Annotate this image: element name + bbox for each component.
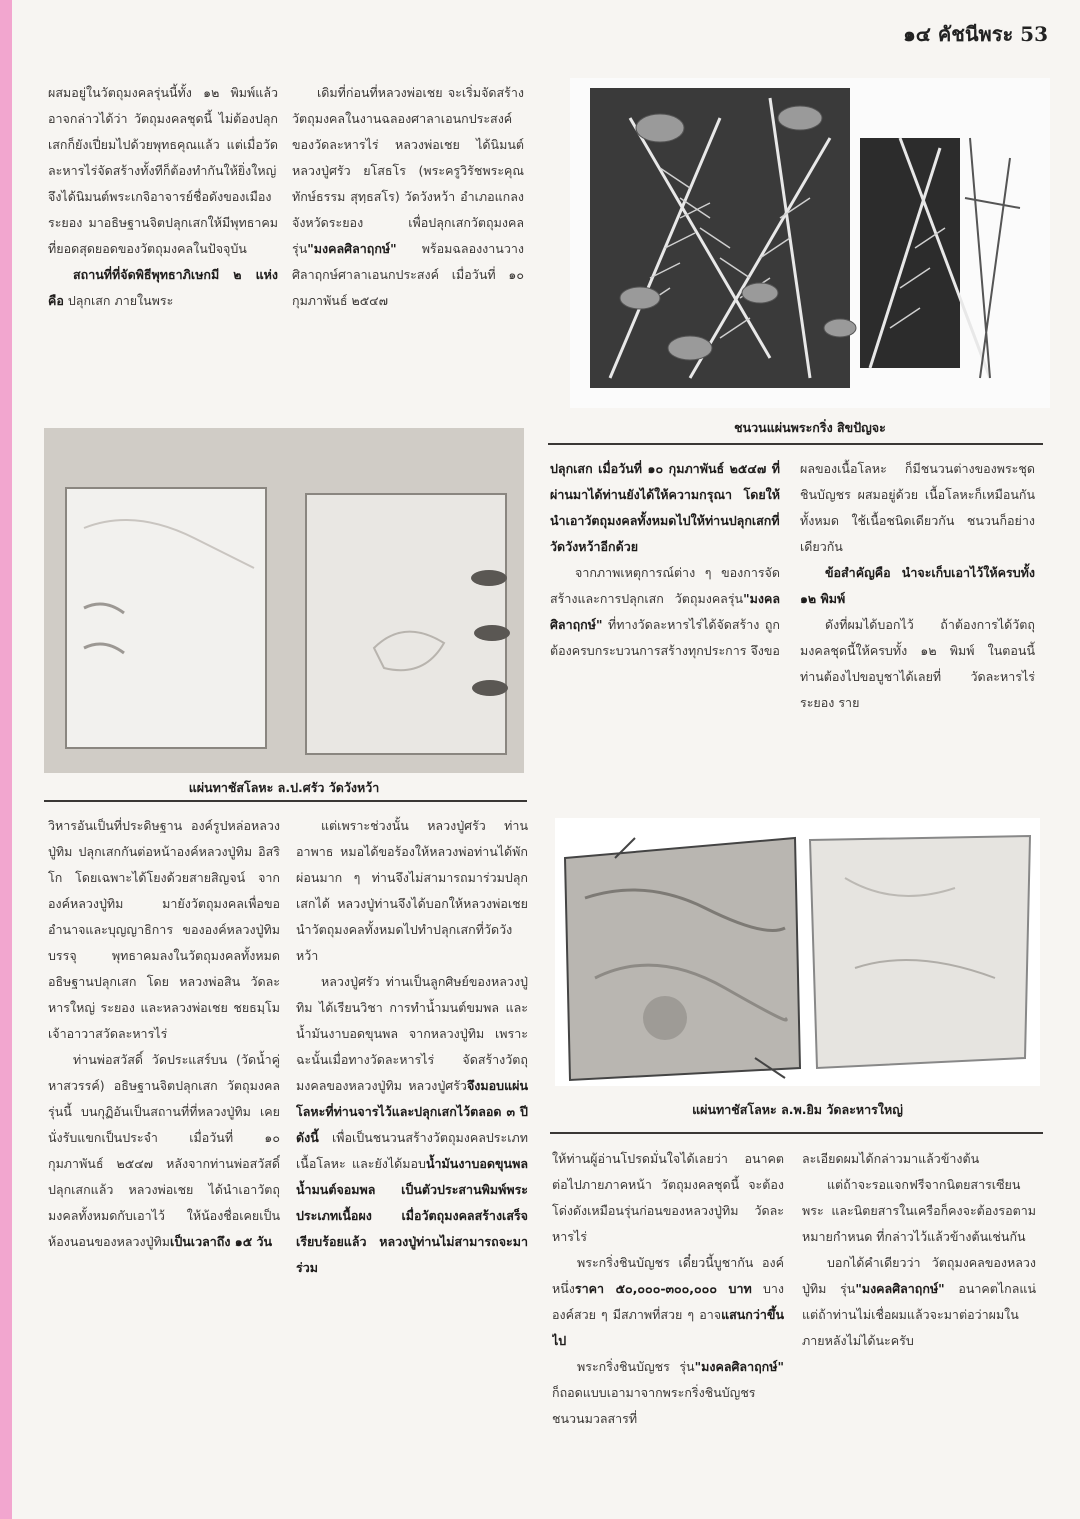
text: ท่านพ่อสวัสดิ์ วัดประแสร์บน (วัดน้ำคู่หาสวรรค์) อธิษฐานจิตปลุกเสก วัตถุมงคลรุ่นนี้ บนกุฏิอันเป็นสถานที่ที่หลวงปู่ทิม เคยนั่งรับแขกเป็นประจำ เมื่อวันที่ ๑๐ กุมภาพันธ์ ๒๕๔๗ หลังจากท่านพ่อสวัสดิ์ ปลุกเสกแล้ว หลวงพ่อเชย ได้นำเอาวัตถุมงคลทั้งหมดกับเอาไว้ ให้น้องชื่อเคยเป็นห้องนอนของหลวงปู่ทิม (48, 1052, 280, 1249)
amulet-ingredient-photo (570, 78, 1050, 408)
metal-plates-image (44, 428, 524, 773)
text: ที่ทางวัดละหารไร่ได้จัดสร้าง ถูกต้องครบกระบวนการสร้างทุกประการ จึงขอ (550, 617, 780, 658)
paragraph (296, 969, 528, 1281)
paragraph (550, 456, 780, 560)
bold-text: ราคา ๕๐,๐๐๐-๓๐๐,๐๐๐ บาท (574, 1281, 752, 1296)
text: หลวงปู่ศรัว ท่านเป็นลูกศิษย์ของหลวงปู่ทิม ได้เรียนวิชา การทำน้ำมนต์ขมพล และน้ำมันงาบอดขุนพล จากหลวงปู่ทิม เพราะฉะนั้นเมื่อทางวัดละหารไร่ จัดสร้างวัตถุมงคลของหลวงปู่ทิม หลวงปู่ศรัว (296, 974, 528, 1093)
bold-text: ปลุกเสก เมื่อวันที่ ๑๐ กุมภาพันธ์ ๒๕๔๗ ที่ผ่านมาได้ท่านยังได้ให้ความกรุณา โดยให้นำเอาวัตถุมงคลทั้งหมดไปให้ท่านปลุกเสกที่วัดวังหว้าอีกด้วย (550, 461, 780, 554)
paragraph: ผสมอยู่ในวัตถุมงคลรุ่นนี้ทั้ง ๑๒ พิมพ์แล้วอาจกล่าวได้ว่า วัตถุมงคลชุดนี้ ไม่ต้องปลุกเสกก็ยังเปี่ยมไปด้วยพุทธคุณแล้ว แต่เมื่อวัดละหารไร่จัดสร้างทั้งทีก็ต้องทำกันให้ยิ่งใหญ่ จึงได้นิมนต์พระเกจิอาจารย์ชื่อดังของเมืองระยอง มาอธิษฐานจิตปลุกเสกให้มีพุทธาคม ที่ยอดสุดยอดของวัตถุมงคลในปัจจุบัน (48, 85, 278, 256)
text: บางองค์สวย ๆ มีสภาพที่สวย ๆ อาจ (552, 1281, 784, 1322)
text: พระกริ่งชินบัญชร เดี๋ยวนี้บูชากัน องค์หนึ่ง (552, 1255, 784, 1296)
photo-caption: แผ่นทาชัสโลหะ ล.ป.ศรัว วัดวังหว้า (188, 780, 380, 795)
bold-text: แสนกว่าขึ้นไป (552, 1307, 784, 1348)
paragraph: ดังที่ผมได้บอกไว้ ถ้าต้องการได้วัตถุมงคลชุดนี้ให้ครบทั้ง ๑๒ พิมพ์ ในตอนนี้ ท่านต้องไปขอบูชาได้เลยที่ วัดละหารไร่ ระยอง ราย (800, 617, 1035, 710)
bold-text: สถานที่ที่จัดพิธีพุทธาภิเษกมี ๒ แห่ง คือ (48, 267, 278, 308)
paragraph: ผลของเนื้อโลหะ ก็มีชนวนต่างของพระชุดชินบัญชร ผสมอยู่ด้วย เนื้อโลหะก็เหมือนกันทั้งหมด ใช้เนื้อชนิดเดียวกัน ชนวนก็อย่างเดียวกัน (800, 461, 1035, 554)
text: เพื่อเป็นชนวนสร้างวัตถุมงคลประเภทเนื้อโลหะ และยังได้มอบ (296, 1130, 528, 1171)
page-header: ๑๔ คัชนีพระ 53 (903, 22, 1048, 46)
article-column-2-top (292, 80, 524, 420)
photo-caption: แผ่นทาชัสโลหะ ล.พ.ยิม วัดละหารใหญ่ (692, 1102, 903, 1117)
article-column-3-bottom (552, 1146, 784, 1506)
bold-text: น้ำมันงาบอดขุนพล น้ำมนต์จอมพล เป็นตัวประสานพิมพ์พระประเภทเนื้อผง เมื่อวัตถุมงคลสร้างเสร็จเรียบร้อยแล้ว หลวงปู่ท่านไม่สามารถจะมาร่วม (296, 1156, 528, 1275)
bold-text: จึงมอบแผ่นโลหะที่ท่านจารไว้และปลุกเสกไว้ตลอด ๓ ปีดังนี้ (296, 1078, 528, 1145)
text: พร้อมฉลองงานวางศิลาฤกษ์ศาลาเอนกประสงค์ เมื่อวันที่ ๑๐ กุมภาพันธ์ ๒๕๔๗ (292, 241, 524, 308)
article-column-3-mid (550, 456, 780, 776)
text: บอกได้คำเดียวว่า วัตถุมงคลของหลวงปู่ทิม รุ่น (802, 1255, 1036, 1296)
article-column-1-bottom (48, 813, 280, 1503)
paragraph (292, 80, 524, 314)
page-edge-stripe (0, 0, 12, 1519)
text: พระกริ่งชินบัญชร รุ่น (577, 1359, 695, 1374)
caption-rule (44, 800, 527, 802)
paragraph: แต่ถ้าจะรอแจกฟรีจากนิตยสารเซียนพระ และนิตยสารในเครือก็คงจะต้องรอตามหมายกำหนด ที่กล่าวไว้แล้วข้างต้นเช่นกัน (802, 1177, 1036, 1244)
bold-text: "มงคลศิลาฤกษ์" (550, 591, 780, 632)
paragraph (48, 1047, 280, 1255)
bold-text: เป็นเวลาถึง ๑๕ วัน (170, 1234, 273, 1249)
bold-text: "มงคลศิลาฤกษ์" (307, 241, 397, 256)
text: ปลุกเสก ภายในพระ (63, 293, 174, 308)
paragraph: ละเอียดผมได้กล่าวมาแล้วข้างต้น (802, 1151, 980, 1166)
paragraph (802, 1250, 1036, 1354)
article-column-4-bottom (802, 1146, 1036, 1506)
paragraph (552, 1250, 784, 1354)
text: เดิมที่ก่อนที่หลวงพ่อเชย จะเริ่มจัดสร้างวัตถุมงคลในงานฉลองศาลาเอนกประสงค์ ของวัดละหารไร่ หลวงพ่อเชย ได้นิมนต์หลวงปู่ศรัว ยโสธโร (พระครูวิรัชพระคุณทักษ์ธรรม สุทฺธสโร) วัดวังหว้า อำเภอแกลง จังหวัดระยอง เพื่อปลุกเสกวัตถุมงคล รุ่น (292, 85, 524, 256)
text: ก็ถอดแบบเอามาจากพระกริ่งชินบัญชร ชนวนมวลสารที่ (552, 1385, 756, 1426)
article-column-2-bottom (296, 813, 528, 1503)
metal-plates-photo-right (555, 818, 1040, 1086)
caption-rule (550, 1132, 1043, 1134)
paragraph: วิหารอันเป็นที่ประดิษฐาน องค์รูปหล่อหลวงปู่ทิม ปลุกเสกกันต่อหน้าองค์หลวงปู่ทิม อิสริโก โดยเฉพาะได้โยงด้วยสายสิญจน์ จากองค์หลวงปู่ทิม มายังวัตถุมงคลเพื่อขออำนาจและบุญญาธิการ ขององค์หลวงปู่ทิมบรรจุ พุทธาคมลงในวัตถุมงคลทั้งหมด อธิษฐานปลุกเสก โดย หลวงพ่อสิน วัดละหารใหญ่ ระยอง และหลวงพ่อเชย ชยธมฺโม เจ้าอาวาสวัดละหารไร่ (48, 818, 280, 1041)
paragraph (48, 262, 278, 314)
metal-plates-image (555, 818, 1040, 1086)
article-column-4-mid (800, 456, 1035, 776)
bold-text: "มงคลศิลาฤกษ์" (694, 1359, 784, 1374)
paragraph (800, 560, 1035, 612)
caption-rule (548, 443, 1043, 445)
text: อนาคตไกลแน่ แต่ถ้าท่านไม่เชื่อผมแล้วจะมาต่อว่าผมในภายหลังไม่ได้นะครับ (802, 1281, 1036, 1348)
plant-image (570, 78, 1050, 408)
bold-text: "มงคลศิลาฤกษ์" (855, 1281, 945, 1296)
metal-plates-photo-left (44, 428, 524, 773)
paragraph (550, 560, 780, 664)
paragraph (552, 1354, 784, 1432)
bold-text: ข้อสำคัญคือ นำจะเก็บเอาไว้ให้ครบทั้ง ๑๒ พิมพ์ (800, 565, 1035, 606)
text: จากภาพเหตุการณ์ต่าง ๆ ของการจัดสร้างและการปลุกเสก วัตถุมงคลรุ่น (550, 565, 780, 606)
paragraph: ให้ท่านผู้อ่านโปรดมั่นใจได้เลยว่า อนาคตต่อไปภายภาคหน้า วัตถุมงคลชุดนี้ จะต้องโด่งดังเหมือนรุ่นก่อนของหลวงปู่ทิม วัดละหารไร่ (552, 1151, 784, 1244)
photo-caption: ชนวนแผ่นพระกริ่ง สิขปัญจะ (734, 420, 886, 435)
article-column-1-top (48, 80, 278, 420)
paragraph: แต่เพราะช่วงนั้น หลวงปู่ศรัว ท่านอาพาธ หมอได้ขอร้องให้หลวงพ่อท่านได้พักผ่อนมาก ๆ ท่านจึงไม่สามารถมาร่วมปลุกเสกได้ หลวงปู่ท่านจึงได้บอกให้หลวงพ่อเชย นำวัตถุมงคลทั้งหมดไปทำปลุกเสกที่วัดวังหว้า (296, 818, 528, 963)
